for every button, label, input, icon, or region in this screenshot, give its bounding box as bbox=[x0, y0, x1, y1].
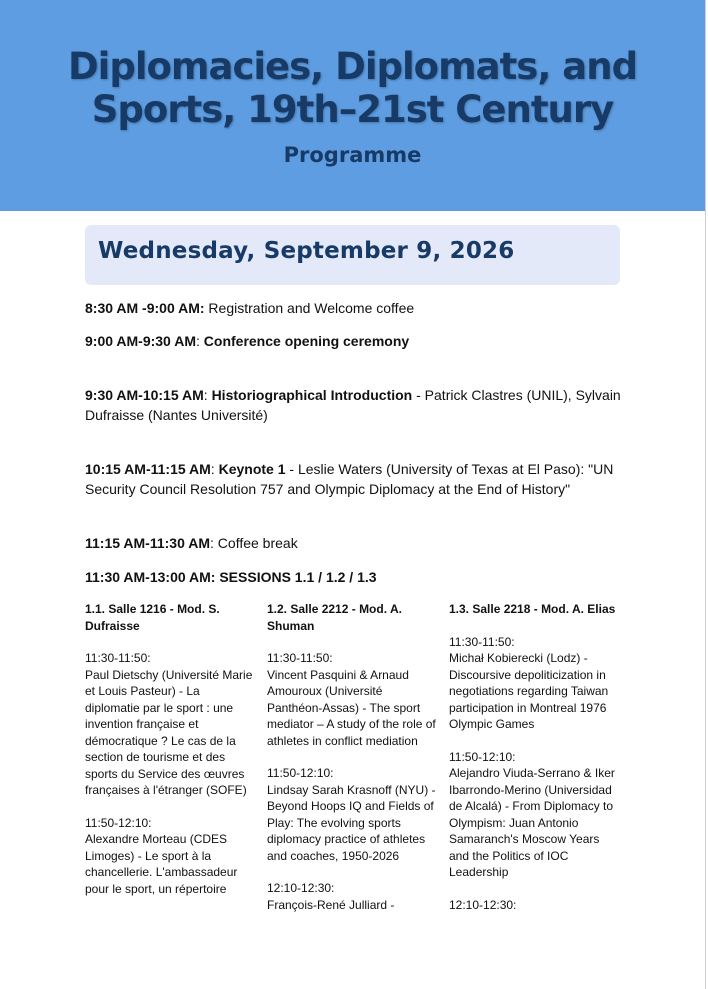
talk-time: 11:30-11:50: bbox=[267, 651, 333, 665]
talk bbox=[267, 880, 439, 913]
talk-text: François-René Julliard - bbox=[267, 897, 395, 912]
session-column-2 bbox=[267, 601, 439, 913]
session-column-3 bbox=[449, 601, 621, 913]
schedule-description: Registration and Welcome coffee bbox=[204, 300, 415, 316]
talk-text: Lindsay Sarah Krasnoff (NYU) - Beyond Hoops IQ and Fields of Play: The evolving sports diplomacy practice of athletes and coaches, 1950-2026 bbox=[267, 782, 436, 863]
schedule-time: 9:30 AM-10:15 AM bbox=[85, 387, 204, 403]
talk-time: 11:50-12:10: bbox=[85, 815, 152, 830]
schedule-time: 9:00 AM-9:30 AM bbox=[85, 333, 196, 349]
talk-time: 11:30-11:50: bbox=[85, 651, 151, 665]
page-title-line-2: Sports, 19th–21st Century bbox=[91, 88, 614, 131]
schedule-time: 10:15 AM-11:15 AM bbox=[85, 461, 211, 477]
page-subtitle: Programme bbox=[283, 143, 422, 167]
schedule-item: 11:15 AM-11:30 AM: Coffee break bbox=[85, 535, 298, 551]
talk-text: Paul Dietschy (Université Marie et Louis Pasteur) - La diplomatie par le sport : une invention française et démocratique ? Le cas de la section de tourisme et des sports du Service des œuvres françaises à l'étranger (SOFE) bbox=[85, 667, 253, 797]
sessions-heading: 11:30 AM-13:00 AM: SESSIONS 1.1 / 1.2 / 1.3 bbox=[85, 569, 377, 585]
schedule-description: - Leslie Waters (University of Texas at El Paso): "UN Security Council Resolution 757 and Olympic Diplomacy at the End of History" bbox=[85, 461, 614, 497]
session-heading: 1.3. Salle 2218 - Mod. A. Elias bbox=[449, 602, 616, 616]
day-heading: Wednesday, September 9, 2026 bbox=[98, 238, 515, 264]
schedule-title: Conference opening ceremony bbox=[203, 333, 410, 349]
talk-time: 12:10-12:30: bbox=[449, 897, 517, 912]
session-column-1 bbox=[85, 601, 257, 897]
schedule-title: Historiographical Introduction bbox=[211, 387, 413, 403]
header-banner bbox=[0, 0, 705, 211]
talk-text: Alexandre Morteau (CDES Limoges) - Le sport à la chancellerie. L'ambassadeur pour le sport, un répertoire bbox=[85, 832, 238, 896]
talk bbox=[267, 765, 439, 864]
talk-time: 11:50-12:10: bbox=[267, 766, 334, 780]
page-title-line-1: Diplomacies, Diplomats, and bbox=[67, 45, 638, 88]
talk bbox=[449, 634, 621, 733]
day-heading-box bbox=[85, 225, 620, 285]
talk-text: Vincent Pasquini & Arnaud Amouroux (Université Panthéon-Assas) - The sport mediator – A study of the role of athletes in conflict mediation bbox=[267, 667, 436, 748]
talk-text: Michał Kobierecki (Lodz) - Discoursive depoliticization in negotiations regarding Taiwan participation in Montreal 1976 Olympic Games bbox=[449, 651, 609, 731]
talk bbox=[449, 897, 621, 914]
talk-text: Alejandro Viuda-Serrano & Iker Ibarrondo-Merino (Universidad de Alcalá) - From Diplomacy to Olympism: Juan Antonio Samaranch's Moscow Years and the Politics of IOC Leadership bbox=[449, 766, 615, 879]
talk-time: 12:10-12:30: bbox=[267, 881, 335, 895]
schedule-item: 9:30 AM-10:15 AM: Historiographical Introduction - Patrick Clastres (UNIL), Sylvain Dufraisse (Nantes Université) bbox=[85, 387, 621, 423]
talk-time: 11:30-11:50: bbox=[449, 634, 515, 649]
schedule-item bbox=[85, 567, 625, 587]
talk bbox=[85, 815, 257, 898]
schedule-item: 9:00 AM-9:30 AM: Conference opening ceremony bbox=[85, 333, 410, 349]
schedule-item: 10:15 AM-11:15 AM: Keynote 1 - Leslie Waters (University of Texas at El Paso): "UN Security Council Resolution 757 and Olympic Diplomacy at the End of History" bbox=[85, 461, 614, 497]
schedule-title: Keynote 1 bbox=[218, 461, 286, 477]
talk-time: 11:50-12:10: bbox=[449, 749, 516, 764]
schedule-time: 11:15 AM-11:30 AM bbox=[85, 535, 211, 551]
schedule-time: 8:30 AM -9:00 AM: bbox=[85, 300, 205, 316]
session-heading: 1.1. Salle 1216 - Mod. S. Dufraisse bbox=[85, 602, 220, 633]
talk bbox=[449, 749, 621, 881]
session-heading: 1.2. Salle 2212 - Mod. A. Shuman bbox=[267, 602, 402, 633]
schedule-description: - Patrick Clastres (UNIL), Sylvain Dufraisse (Nantes Université) bbox=[85, 387, 621, 423]
talk bbox=[267, 650, 439, 749]
talk bbox=[85, 650, 257, 799]
schedule-item bbox=[85, 298, 625, 318]
schedule-description: Coffee break bbox=[217, 535, 298, 551]
